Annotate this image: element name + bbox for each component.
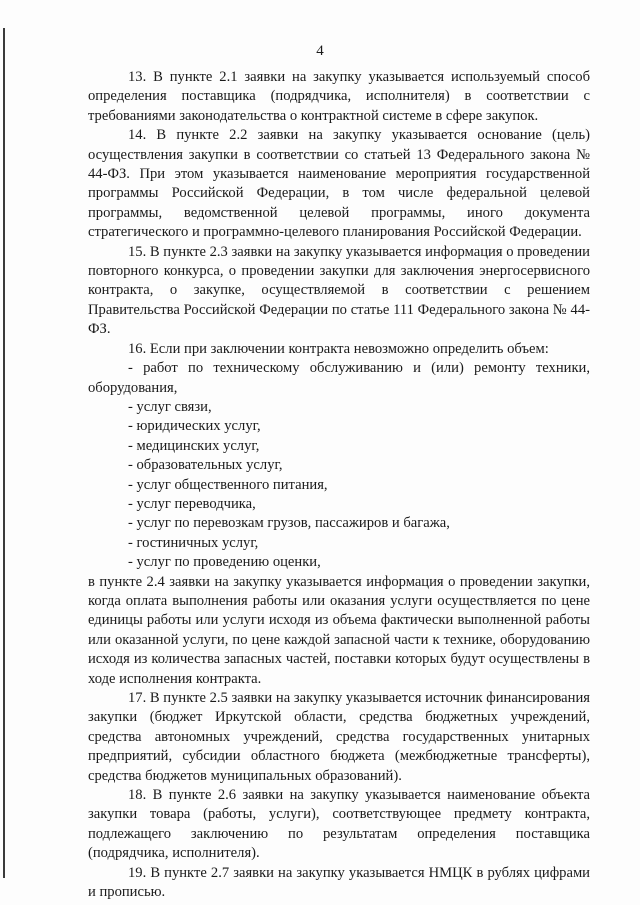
- paragraph-19: 19. В пункте 2.7 заявки на закупку указывается НМЦК в рублях цифрами и прописью.: [88, 864, 590, 901]
- list-item: - юридических услуг,: [128, 418, 261, 435]
- list-item: - услуг по перевозкам грузов, пассажиров и багажа,: [128, 515, 450, 532]
- list-item: - гостиничных услуг,: [128, 534, 259, 551]
- paragraph-18: 18. В пункте 2.6 заявки на закупку указывается наименование объекта закупки товара (работы, услуги), соответствующее предмету контракта, подлежащего заключению по результатам определения поставщика (подрядчика, исполнителя).: [88, 787, 590, 862]
- document-body: [88, 68, 590, 902]
- list-item: - услуг общественного питания,: [128, 476, 328, 493]
- paragraph-16-intro: 16. Если при заключении контракта невозможно определить объем:: [128, 340, 549, 357]
- list-item: - услуг переводчика,: [128, 495, 256, 512]
- paragraph-13: 13. В пункте 2.1 заявки на закупку указывается используемый способ определения поставщика (подрядчика, исполнителя) в соответствии с требованиями законодательства о контрактной системе в сфере закупок.: [88, 69, 590, 124]
- list-item: - образовательных услуг,: [128, 457, 283, 474]
- paragraph-16-tail: в пункте 2.4 заявки на закупку указывается информация о проведении закупки, когда оплата выполнения работы или оказания услуги осуществляется по цене единицы работы или услуги исходя из объема фактически выполненной работы или оказанной услуги, по цене каждой запасной части к технике, оборудованию исходя из количества запасных частей, поставки которых будут осуществлены в ходе исполнения контракта.: [88, 573, 590, 687]
- paragraph-15: 15. В пункте 2.3 заявки на закупку указывается информация о проведении повторного конкурса, о проведении закупки для заключения энергосервисного контракта, о закупке, осуществляемой в соответствии с решением Правительства Российской Федерации по статье 111 Федерального закона № 44-ФЗ.: [88, 243, 590, 338]
- list-item: - работ по техническому обслуживанию и (или) ремонту техники, оборудования,: [88, 360, 590, 396]
- paragraph-14: 14. В пункте 2.2 заявки на закупку указывается основание (цель) осуществления закупки в соответствии со статьей 13 Федерального закона № 44-ФЗ. При этом указывается наименование мероприятия государственной программы Российской Федерации, в том числе федеральной целевой программы, ведомственной целевой программы, иного документа стратегического и программно-целевого планирования Российской Федерации.: [88, 127, 590, 241]
- paragraph-16-list: [88, 359, 590, 572]
- scan-edge-line: [3, 28, 5, 878]
- page-number: 4: [316, 43, 324, 59]
- list-item: - услуг по проведению оценки,: [128, 554, 321, 571]
- paragraph-17: 17. В пункте 2.5 заявки на закупку указывается источник финансирования закупки (бюджет Иркутской области, средства бюджетных учреждений, средства автономных учреждений, средства государственных унитарных предприятий, субсидии областного бюджета (межбюджетные трансферты), средства бюджетов муниципальных образований).: [88, 690, 590, 784]
- list-item: - медицинских услуг,: [128, 437, 260, 454]
- list-item: - услуг связи,: [128, 398, 212, 415]
